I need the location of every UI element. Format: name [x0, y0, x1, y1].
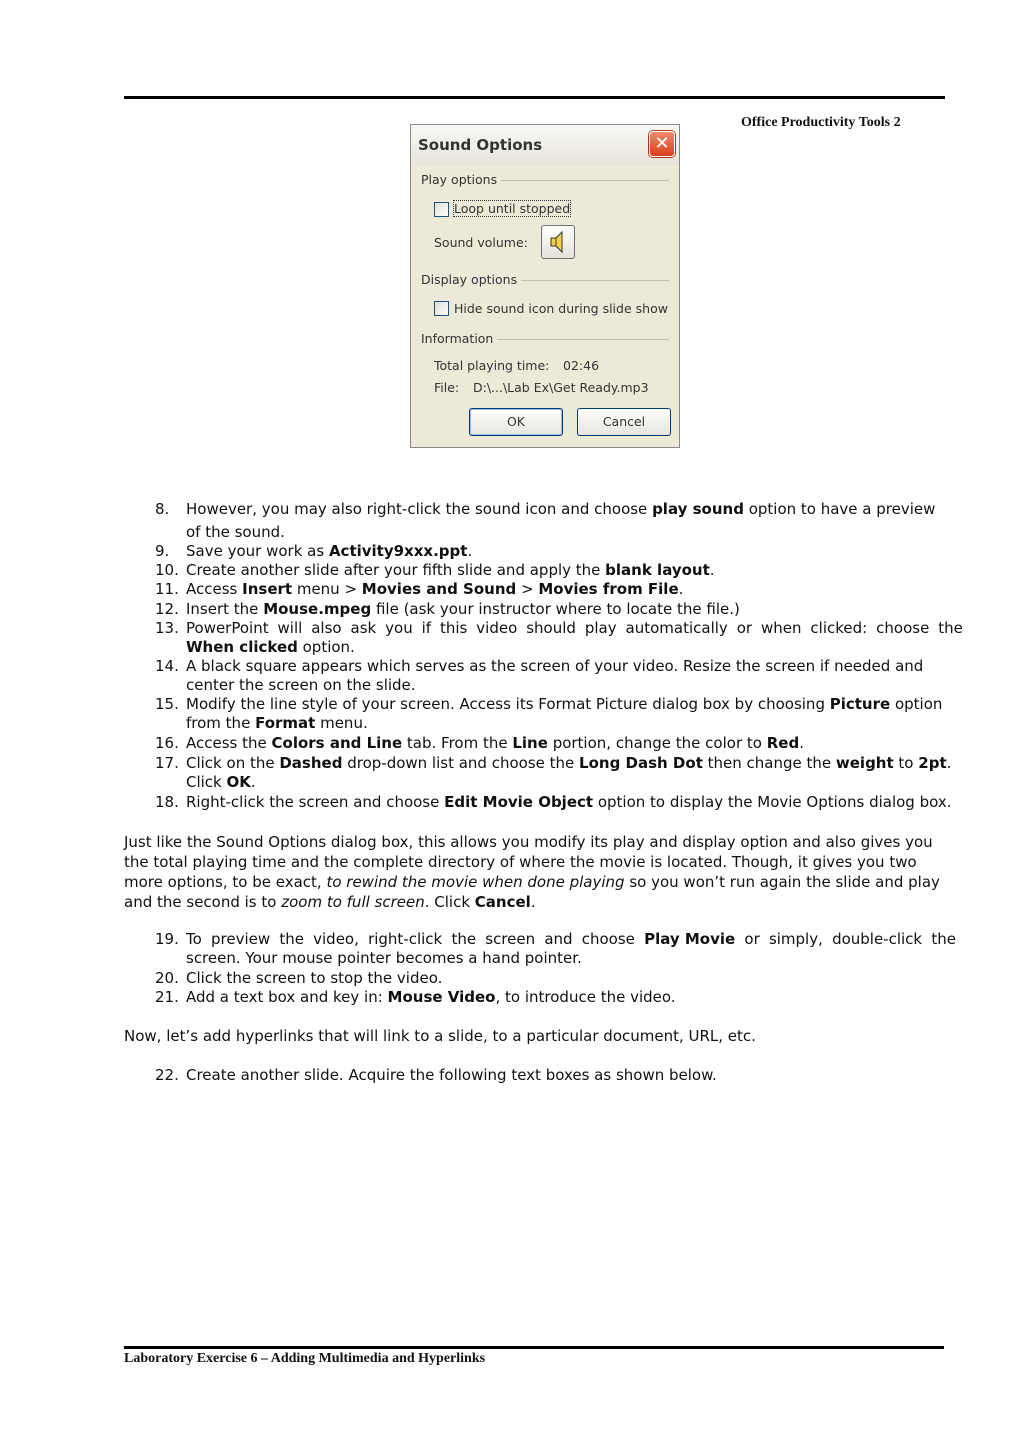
total-time-label: Total playing time:: [434, 358, 550, 373]
header-rule: [124, 96, 945, 99]
total-time-value: 02:46: [563, 358, 600, 373]
file-path-value: D:\...\Lab Ex\Get Ready.mp3: [473, 380, 649, 395]
play-options-divider: [501, 180, 669, 181]
speaker-icon: [542, 226, 574, 258]
cancel-button[interactable]: Cancel: [577, 408, 671, 436]
hide-icon-checkbox[interactable]: [434, 301, 449, 316]
file-label: File:: [434, 380, 460, 395]
volume-button[interactable]: [541, 225, 575, 259]
paragraph: Now, let’s add hyperlinks that will link to a slide, to a particular document, URL, etc.: [124, 1027, 756, 1045]
loop-until-stopped-label[interactable]: Loop until stopped: [454, 201, 571, 216]
information-divider: [497, 339, 669, 340]
running-header: Office Productivity Tools 2: [741, 115, 901, 130]
paragraph: Just like the Sound Options dialog box, this allows you modify its play and display option and also gives you the total playing time and the complete directory of where the movie is located. Though, it gives you two more options, to be exact, to rewind the movie when done playing so you won’t run again the slide and play and the second is to zoom to full screen. Click Cancel.: [124, 833, 940, 911]
information-label: Information: [421, 331, 497, 346]
dialog-title: Sound Options: [418, 136, 543, 154]
loop-checkbox[interactable]: [434, 202, 449, 217]
sound-volume-label: Sound volume:: [434, 235, 528, 250]
dialog-titlebar: [411, 125, 679, 165]
display-options-label: Display options: [421, 272, 521, 287]
sound-options-dialog: [410, 124, 680, 448]
hide-sound-icon-label[interactable]: Hide sound icon during slide show: [454, 301, 668, 316]
ok-button[interactable]: OK: [469, 408, 563, 436]
play-options-label: Play options: [421, 172, 501, 187]
close-icon[interactable]: ✕: [649, 131, 675, 157]
display-options-divider: [517, 280, 669, 281]
footer-rule: [124, 1346, 944, 1349]
running-footer: Laboratory Exercise 6 – Adding Multimedia and Hyperlinks: [124, 1351, 486, 1366]
